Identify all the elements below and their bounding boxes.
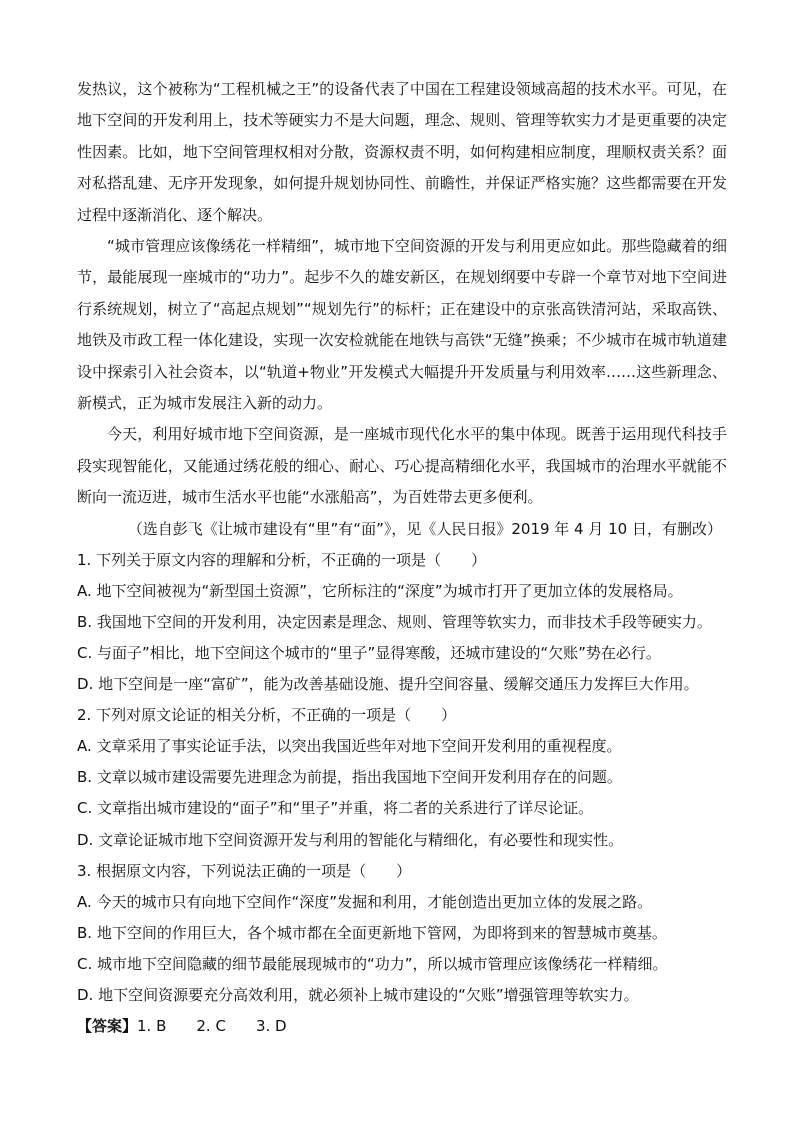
option-b: B. 地下空间的作用巨大，各个城市都在全面更新地下管网，为即将到来的智慧城市奠基。	[77, 923, 667, 942]
question-stem: 3. 根据原文内容，下列说法正确的一项是（ ）	[77, 861, 412, 880]
option-d: D. 地下空间资源要充分高效利用，就必须补上城市建设的“欠账”增强管理等软实力。	[77, 986, 639, 1004]
question-3	[77, 856, 727, 1011]
option-c: C. 与面子”相比，地下空间这个城市的“里子”显得寒酸，还城市建设的“欠账”势在必行。	[77, 643, 661, 662]
passage-paragraph-3: 今天，利用好城市地下空间资源，是一座城市现代化水平的集中体现。既善于运用现代科技手段实现智能化，又能通过绣花般的细心、耐心、巧心提高精细化水平，我国城市的治理水平就能不断向一流迈进，城市生活水平也能“水涨船高”，为百姓带去更多便利。	[77, 425, 727, 507]
answer-label: 【答案】	[77, 1017, 138, 1036]
option-b: B. 我国地下空间的开发利用，决定因素是理念、规则、管理等软实力，而非技术手段等硬实力。	[77, 612, 712, 631]
source-citation: （选自彭飞《让城市建设有“里”有“面”》，见《人民日报》2019 年 4 月 10 日，有删改）	[127, 519, 722, 538]
option-d: D. 文章论证城市地下空间资源开发与利用的智能化与精细化，有必要性和现实性。	[77, 830, 624, 849]
answer-text: 1. B 2. C 3. D	[137, 1017, 287, 1036]
option-c: C. 城市地下空间隐藏的细节最能展现城市的“功力”，所以城市管理应该像绣花一样精细。	[77, 954, 668, 973]
option-c: C. 文章指出城市建设的“面子”和“里子”并重，将二者的关系进行了详尽论证。	[77, 799, 594, 818]
passage-paragraph-2: “城市管理应该像绣花一样精细”，城市地下空间资源的开发与利用更应如此。那些隐藏着的细节，最能展现一座城市的“功力”。起步不久的雄安新区，在规划纲要中专辟一个章节对地下空间进行系统规划，树立了“高起点规划”“规划先行”的标杆；正在建设中的京张高铁清河站，采取高铁、地铁及市政工程一体化建设，实现一次安检就能在地铁与高铁“无缝”换乘；不少城市在城市轨道建设中探索引入社会资本，以“轨道+物业”开发模式大幅提升开发质量与利用效率……这些新理念、新模式，正为城市发展注入新的动力。	[77, 237, 727, 413]
option-a: A. 今天的城市只有向地下空间作“深度”发掘和利用，才能创造出更加立体的发展之路。	[77, 892, 653, 911]
document-page	[77, 74, 727, 1042]
question-stem: 2. 下列对原文论证的相关分析，不正确的一项是（ ）	[77, 706, 457, 725]
question-2	[77, 700, 727, 855]
option-a: A. 文章采用了事实论证手法，以突出我国近些年对地下空间开发利用的重视程度。	[77, 737, 622, 756]
option-d: D. 地下空间是一座“富矿”，能为改善基础设施、提升空间容量、缓解交通压力发挥巨大作用。	[77, 675, 699, 694]
passage-paragraph-1: 发热议，这个被称为“工程机械之王”的设备代表了中国在工程建设领域高超的技术水平。可见，在地下空间的开发利用上，技术等硬实力不是大问题，理念、规则、管理等软实力才是更重要的决定性因素。比如，地下空间管理权相对分散，资源权责不明，如何构建相应制度，理顺权责关系？面对私搭乱建、无序开发现象，如何提升规划协同性、前瞻性，并保证严格实施？这些都需要在开发过程中逐渐消化、逐个解决。	[77, 80, 727, 224]
answer-key	[77, 1011, 727, 1042]
option-a: A. 地下空间被视为“新型国土资源”，它所标注的“深度”为城市打开了更加立体的发展格局。	[77, 581, 683, 600]
question-1	[77, 545, 727, 700]
question-stem: 1. 下列关于原文内容的理解和分析，不正确的一项是（ ）	[77, 550, 487, 569]
option-b: B. 文章以城市建设需要先进理念为前提，指出我国地下空间开发利用存在的问题。	[77, 768, 622, 787]
